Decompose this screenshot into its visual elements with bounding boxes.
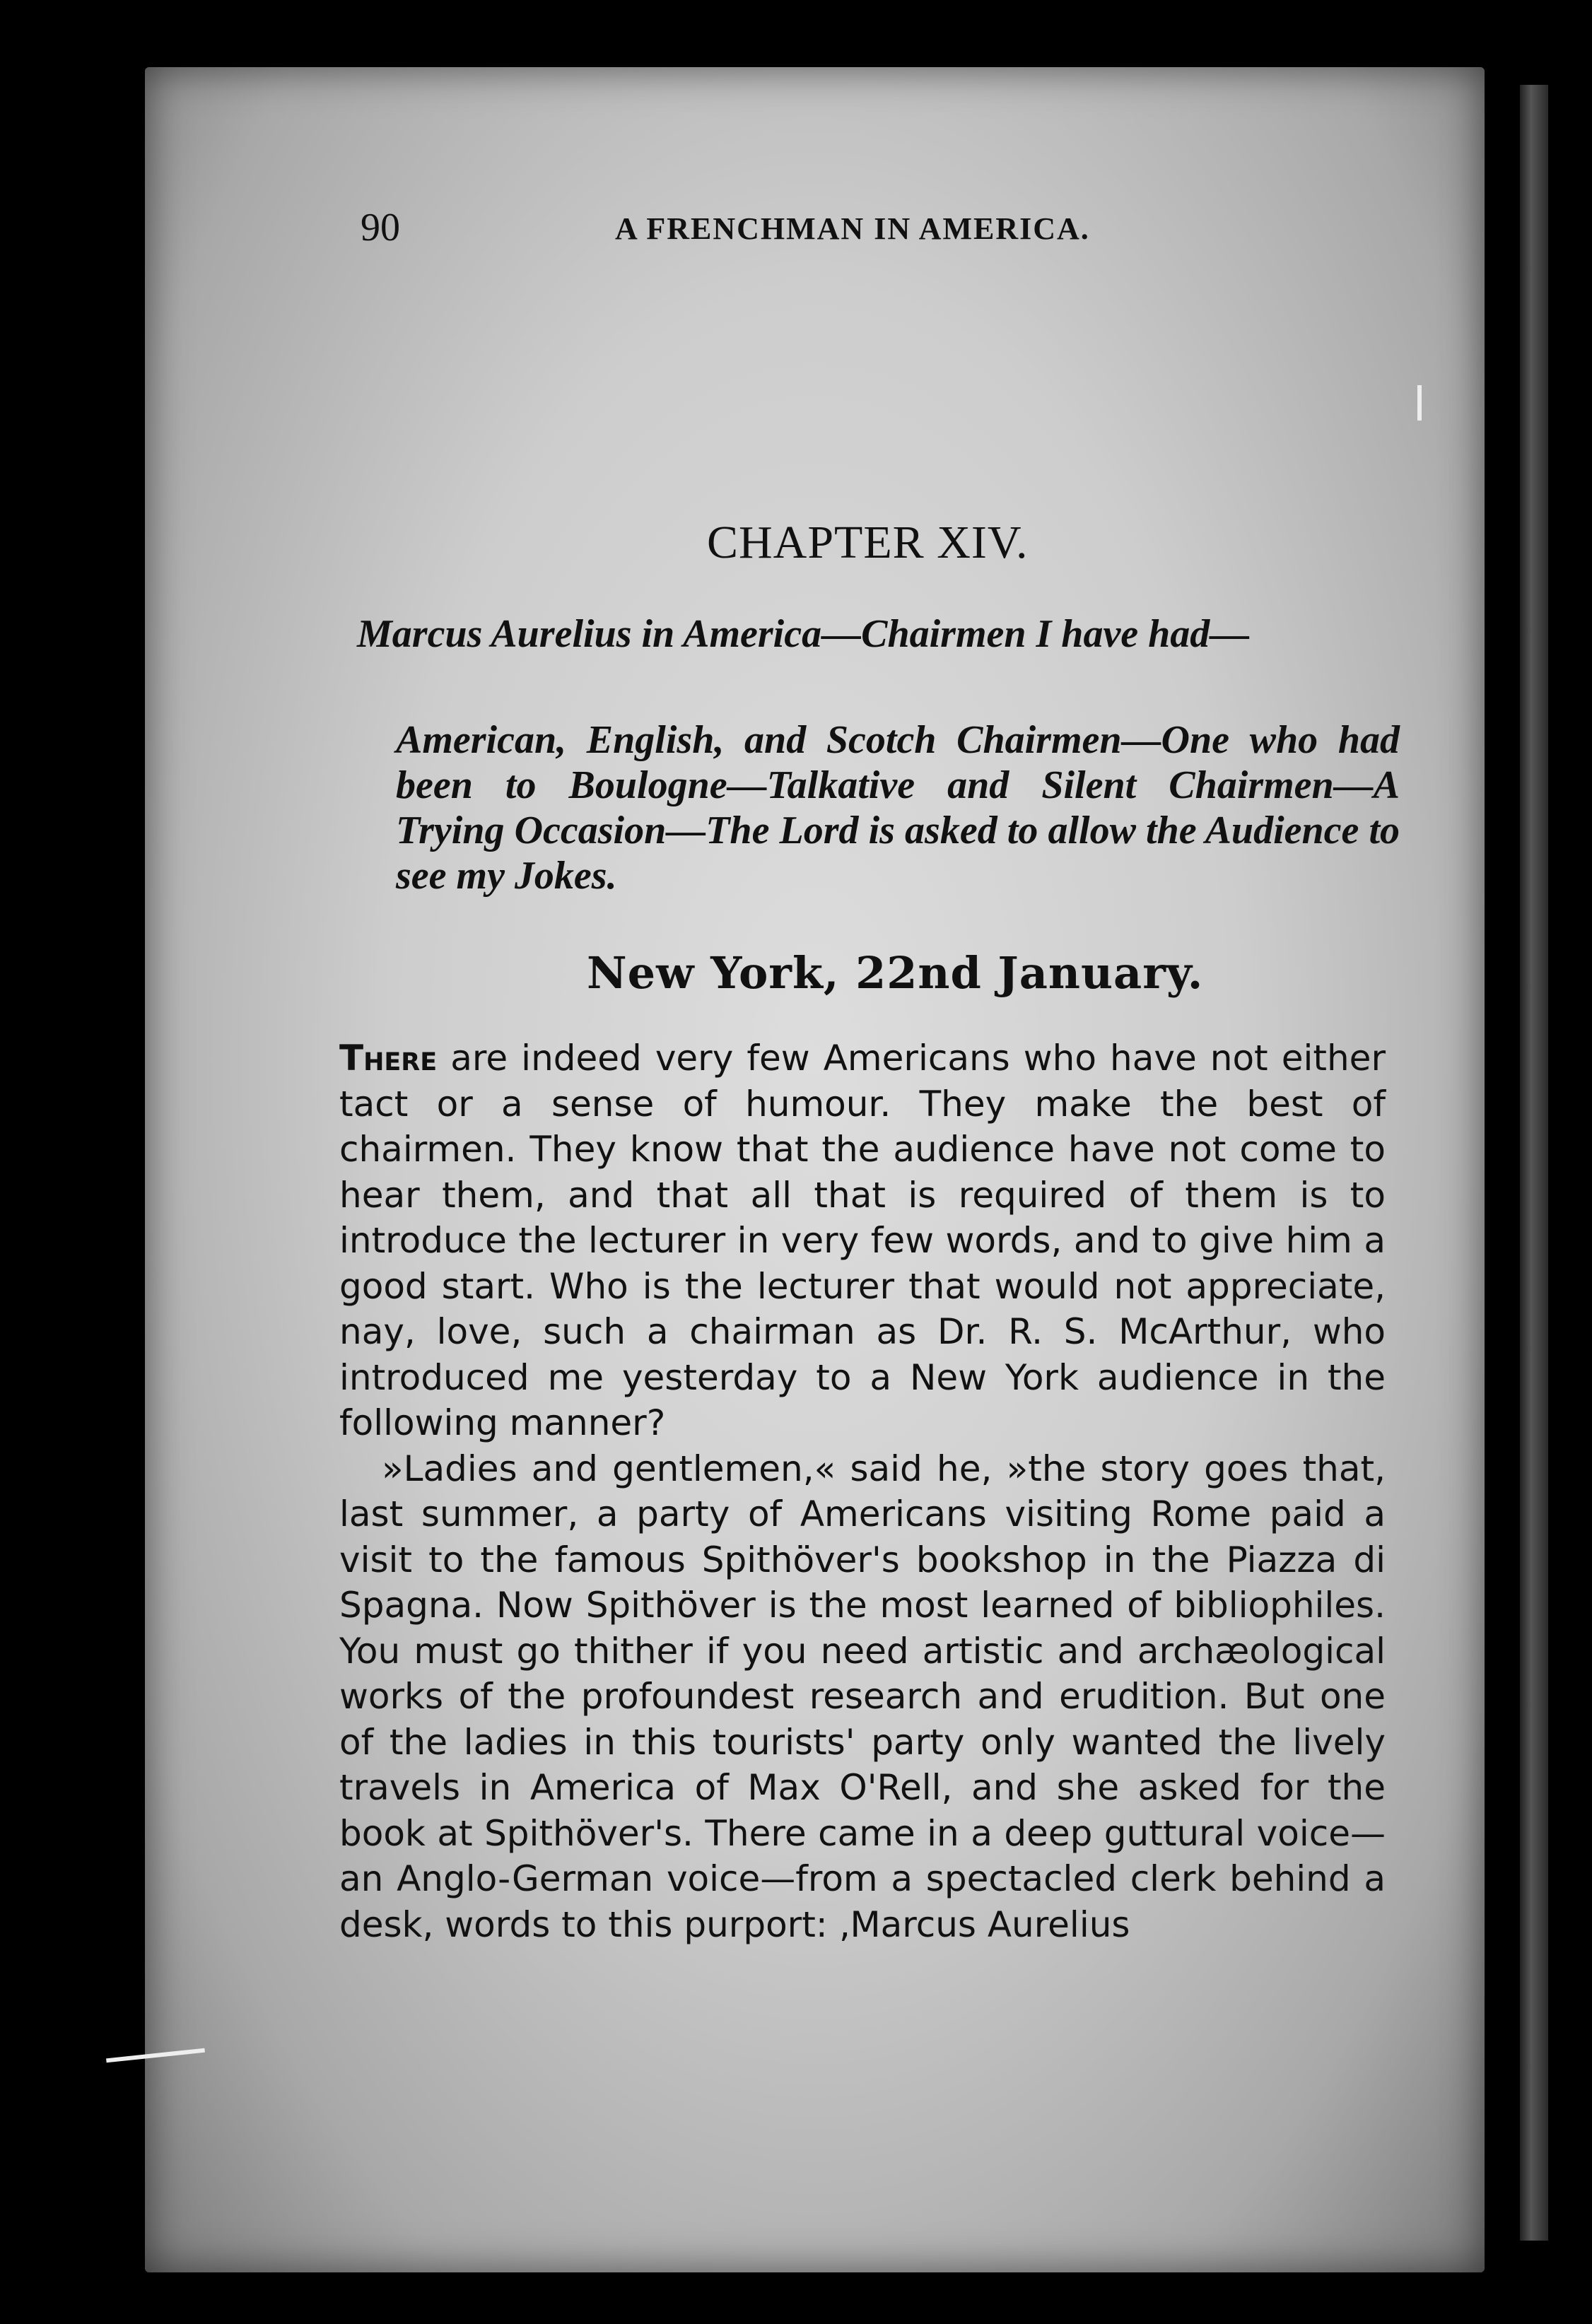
- body-text: [339, 1035, 1386, 1947]
- chapter-synopsis-first-line: Marcus Aurelius in America—Chairmen I have had—: [357, 612, 1250, 656]
- paragraph-1-text: are indeed very few Americans who have not either tact or a sense of humour. They make the best of chairmen. They know that the audience have not come to hear them, and that all that is required of them is to introduce the lecturer in very few words, and to give him a good start. Who is the lecturer that would not appreciate, nay, love, such a chairman as Dr. R. S. McArthur, who introduced me yesterday to a New York audience in the following manner?: [339, 1038, 1386, 1443]
- page-number: 90: [361, 206, 400, 250]
- scan-speck-mark: [1417, 385, 1422, 421]
- lead-word: There: [339, 1038, 438, 1079]
- chapter-synopsis-continued: American, English, and Scotch Chairmen—One who had been to Boulogne—Talkative and Silent Chairmen—A Trying Occasion—The Lord is asked to allow the Audience to see my Jokes.: [396, 718, 1400, 898]
- dateline: New York, 22nd January.: [587, 947, 1204, 999]
- running-title: A FRENCHMAN IN AMERICA.: [615, 211, 1090, 246]
- paragraph-2: »Ladies and gentlemen,« said he, »the story goes that, last summer, a party of Americans visiting Rome paid a visit to the famous Spithöver's bookshop in the Piazza di Spagna. Now Spithöver is the most learned of bibliophiles. You must go thither if you need artistic and archæological works of the profoundest research and erudition. But one of the ladies in this tourists' party only wanted the lively travels in America of Max O'Rell, and she asked for the book at Spithöver's. There came in a deep guttural voice—an Anglo-German voice—from a spectacled clerk behind a desk, words to this purport: ‚Marcus Aurelius: [339, 1448, 1386, 1945]
- paragraph-1: [339, 1035, 1386, 1446]
- adjacent-page-edge: [1520, 85, 1548, 2241]
- chapter-title: CHAPTER XIV.: [707, 517, 1029, 568]
